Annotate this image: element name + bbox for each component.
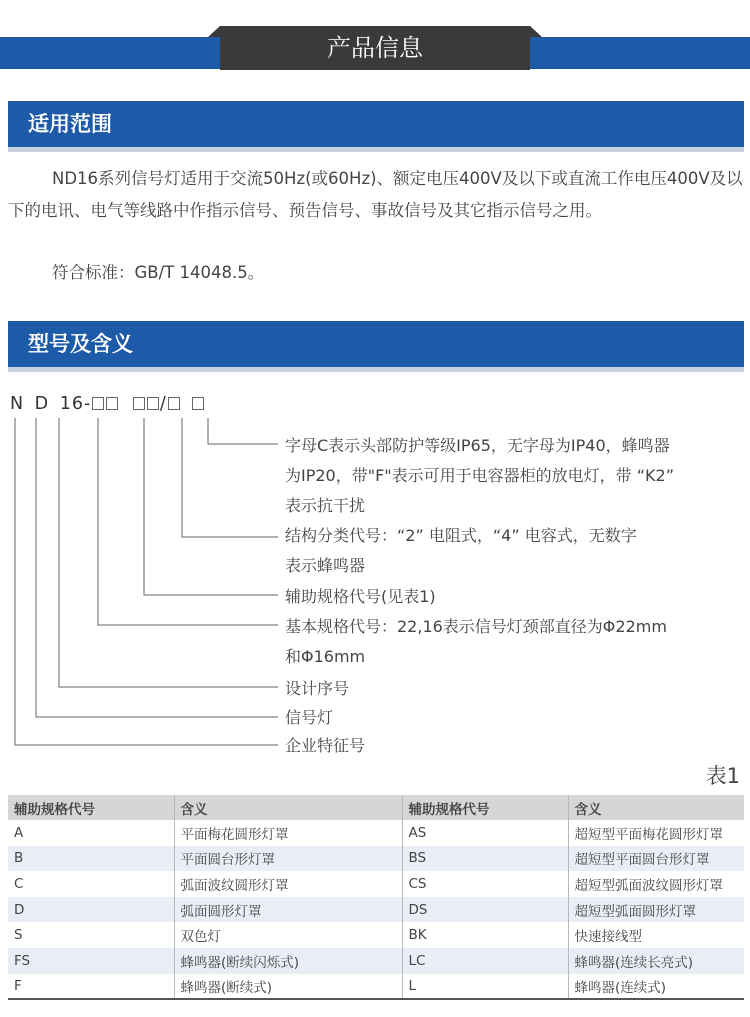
section-title-scope: 适用范围 (8, 101, 744, 147)
explanation-line: 信号灯 (285, 708, 334, 727)
explanation-line: 表示抗干扰 (285, 496, 366, 515)
table-cell: F (8, 974, 174, 1000)
leader-line (208, 418, 278, 444)
table-cell: DS (402, 897, 568, 923)
code-number: 16- (59, 394, 92, 414)
table-row (8, 948, 744, 974)
explanation-line: 基本规格代号：22,16表示信号灯颈部直径为Φ22mm (285, 617, 667, 636)
explanation-line: 字母C表示头部防护等级IP65，无字母为IP40，蜂鸣器 (285, 436, 670, 455)
column-header: 辅助规格代号 (8, 795, 174, 820)
explanation-line: 和Φ16mm (285, 647, 366, 666)
table-cell: D (8, 897, 174, 923)
table-cell: C (14, 875, 24, 892)
explanation-line: 设计序号 (285, 679, 350, 698)
spec-table (8, 795, 744, 1000)
table-cell: FS (8, 948, 174, 974)
table-cell: 超短型平面梅花圆形灯罩 (568, 820, 744, 846)
table-cell: BK (402, 922, 568, 948)
table-row (8, 871, 744, 897)
table-cell: 蜂鸣器(断续闪烁式) (174, 948, 402, 974)
table-cell: 蜂鸣器(连续长亮式) (568, 948, 744, 974)
table-header-row (8, 795, 744, 820)
code-slash: / (159, 394, 167, 414)
table-cell: 弧面圆形灯罩 (174, 897, 402, 923)
table-cell: 超短型弧面波纹圆形灯罩 (568, 871, 744, 897)
explanation-line: 为IP20，带"F"表示可用于电容器柜的放电灯，带 “K2” (285, 466, 674, 485)
column-header: 含义 (174, 795, 402, 820)
table-cell: 蜂鸣器(连续式) (568, 974, 744, 1000)
table-cell: 快速接线型 (568, 922, 744, 948)
explanation-line: 辅助规格代号(见表1) (285, 587, 436, 606)
table-cell: 双色灯 (174, 922, 402, 948)
code-letter-d: D (34, 394, 50, 414)
table-row (8, 897, 744, 923)
table-cell: CS (402, 871, 568, 897)
scope-paragraph: ND16系列信号灯适用于交流50Hz(或60Hz)、额定电压400V及以下或直流工作电压400V及以下的电讯、电气等线路中作指示信号、预告信号、事故信号及其它指示信号之用。 (8, 169, 743, 220)
table-cell: LC (402, 948, 568, 974)
table-cell: 超短型平面圆台形灯罩 (568, 846, 744, 872)
explanation-line: 表示蜂鸣器 (285, 556, 366, 575)
section-title-model: 型号及含义 (8, 321, 744, 367)
table-cell: 超短型弧面圆形灯罩 (568, 897, 744, 923)
leader-line (144, 418, 278, 595)
table-cell: 平面圆台形灯罩 (174, 846, 402, 872)
table-cell: B (8, 846, 174, 872)
column-header: 含义 (568, 795, 744, 820)
table-label: 表1 (705, 764, 740, 788)
explanation-line: 企业特征号 (285, 736, 366, 755)
table-row (8, 846, 744, 872)
table-cell: 蜂鸣器(断续式) (174, 974, 402, 1000)
column-header: 辅助规格代号 (402, 795, 568, 820)
leader-line (36, 418, 278, 717)
table-cell: 平面梅花圆形灯罩 (174, 820, 402, 846)
standard-paragraph: 符合标准：GB/T 14048.5。 (52, 263, 265, 282)
table-row (8, 974, 744, 1000)
table-cell: AS (402, 820, 568, 846)
table-cell: BS (402, 846, 568, 872)
explanation-line: 结构分类代号：“2” 电阻式，“4” 电容式，无数字 (285, 526, 637, 545)
code-letter-n: N (10, 394, 25, 414)
table-cell: 弧面波纹圆形灯罩 (174, 871, 402, 897)
page-title: 产品信息 (220, 26, 530, 70)
table-cell: A (14, 824, 24, 841)
table-cell: S (14, 927, 23, 944)
table-row (8, 820, 744, 846)
leader-line (98, 418, 278, 625)
leader-line (59, 418, 278, 687)
table-row (8, 922, 744, 948)
leader-line (182, 418, 278, 537)
leader-line (15, 418, 278, 745)
table-cell: L (402, 974, 568, 1000)
